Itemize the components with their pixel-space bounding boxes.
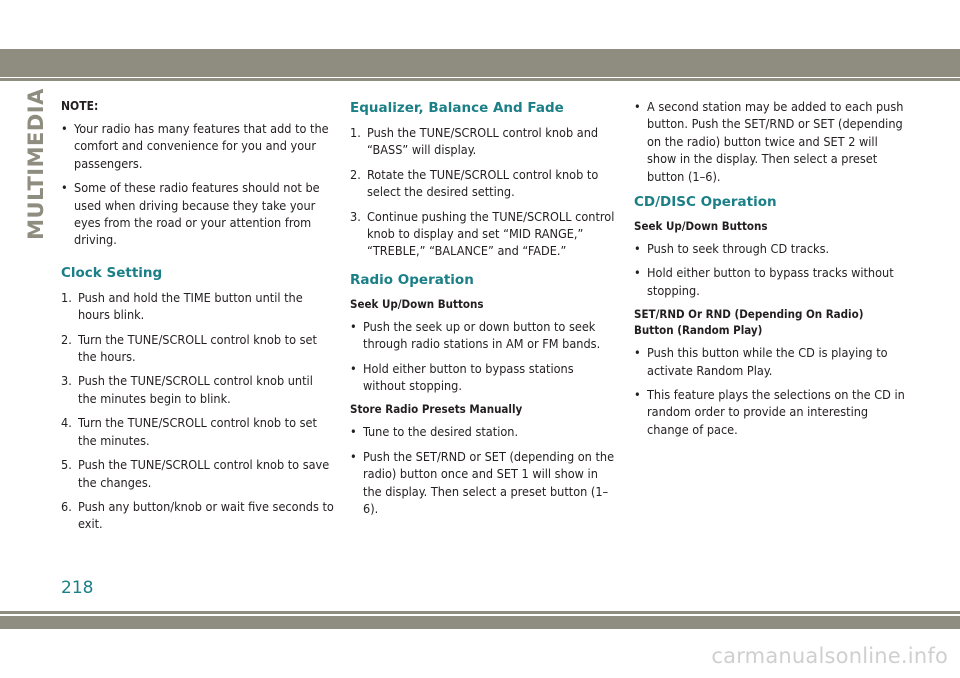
list-item: • This feature plays the selections on the CD in random order to provide an interesting change of pace.	[634, 386, 906, 438]
equalizer-steps-list	[350, 124, 618, 260]
radio-operation-heading: Radio Operation	[350, 271, 474, 288]
bottom-band-line	[0, 611, 960, 614]
list-item: 6. Push any button/knob or wait five seconds to exit.	[61, 498, 334, 532]
cd-seek-bullet-list	[634, 240, 906, 299]
seek-bullet-list	[350, 318, 618, 395]
store-presets-subheading: Store Radio Presets Manually	[350, 402, 523, 417]
column-1	[61, 98, 335, 540]
list-item: 3. Push the TUNE/SCROLL control knob until the minutes begin to blink.	[61, 373, 313, 406]
random-play-subheading: SET/RND Or RND (Depending On Radio) Button (Random Play)	[634, 307, 864, 338]
bottom-band	[0, 616, 960, 629]
note-bullet-list	[61, 120, 335, 249]
list-item: 1. Push the TUNE/SCROLL control knob and “BASS” will display.	[350, 125, 599, 158]
list-item: 5. Push the TUNE/SCROLL control knob to save the changes.	[61, 457, 330, 490]
second-station-bullet-list	[634, 98, 906, 185]
top-band	[0, 49, 960, 77]
column-3	[634, 98, 906, 445]
list-item: • Push the SET/RND or SET (depending on the radio) button once and SET 1 will show in the display. Then select a preset button (1–6).	[350, 448, 618, 518]
list-item: 4. Turn the TUNE/SCROLL control knob to set the minutes.	[61, 415, 317, 448]
seek-buttons-subheading: Seek Up/Down Buttons	[350, 296, 484, 311]
section-side-tab-label: MULTIMEDIA	[24, 88, 48, 240]
clock-setting-heading: Clock Setting	[61, 264, 163, 281]
clock-steps-list	[61, 289, 335, 533]
page-number: 218	[61, 578, 94, 598]
list-item: • Push the seek up or down button to seek through radio stations in AM or FM bands.	[350, 318, 618, 353]
list-item: • Your radio has many features that add to the comfort and convenience for you and your passengers.	[61, 120, 335, 172]
watermark-text: carmanualsonline.info	[711, 644, 948, 668]
list-item: • Tune to the desired station.	[350, 423, 618, 440]
list-item: 2. Rotate the TUNE/SCROLL control knob to select the desired setting.	[350, 166, 599, 200]
section-side-tab	[22, 88, 50, 240]
list-item: • Push to seek through CD tracks.	[634, 240, 906, 257]
list-item: 2. Turn the TUNE/SCROLL control knob to set the hours.	[61, 331, 317, 365]
presets-bullet-list	[350, 423, 618, 517]
cd-seek-buttons-subheading: Seek Up/Down Buttons	[634, 219, 768, 234]
column-2	[350, 98, 618, 525]
list-item: • A second station may be added to each push button. Push the SET/RND or SET (depending on the radio) button twice and SET 2 will show in the display. Then select a preset button (1–6).	[634, 98, 906, 185]
random-play-bullet-list	[634, 344, 906, 438]
list-item: • Push this button while the CD is playing to activate Random Play.	[634, 344, 906, 379]
list-item: 3. Continue pushing the TUNE/SCROLL control knob to display and set “MID RANGE,” “TREBLE,” “BALANCE” and “FADE.”	[350, 208, 615, 259]
list-item: • Some of these radio features should not be used when driving because they take your eyes from the road or your attention from driving.	[61, 179, 335, 249]
top-band-line	[0, 78, 960, 81]
note-label: NOTE:	[61, 99, 99, 113]
list-item: • Hold either button to bypass tracks without stopping.	[634, 264, 906, 299]
list-item: 1. Push and hold the TIME button until the hours blink.	[61, 289, 303, 323]
equalizer-heading: Equalizer, Balance And Fade	[350, 100, 564, 116]
cd-disc-operation-heading: CD/DISC Operation	[634, 194, 777, 211]
list-item: • Hold either button to bypass stations without stopping.	[350, 360, 618, 395]
